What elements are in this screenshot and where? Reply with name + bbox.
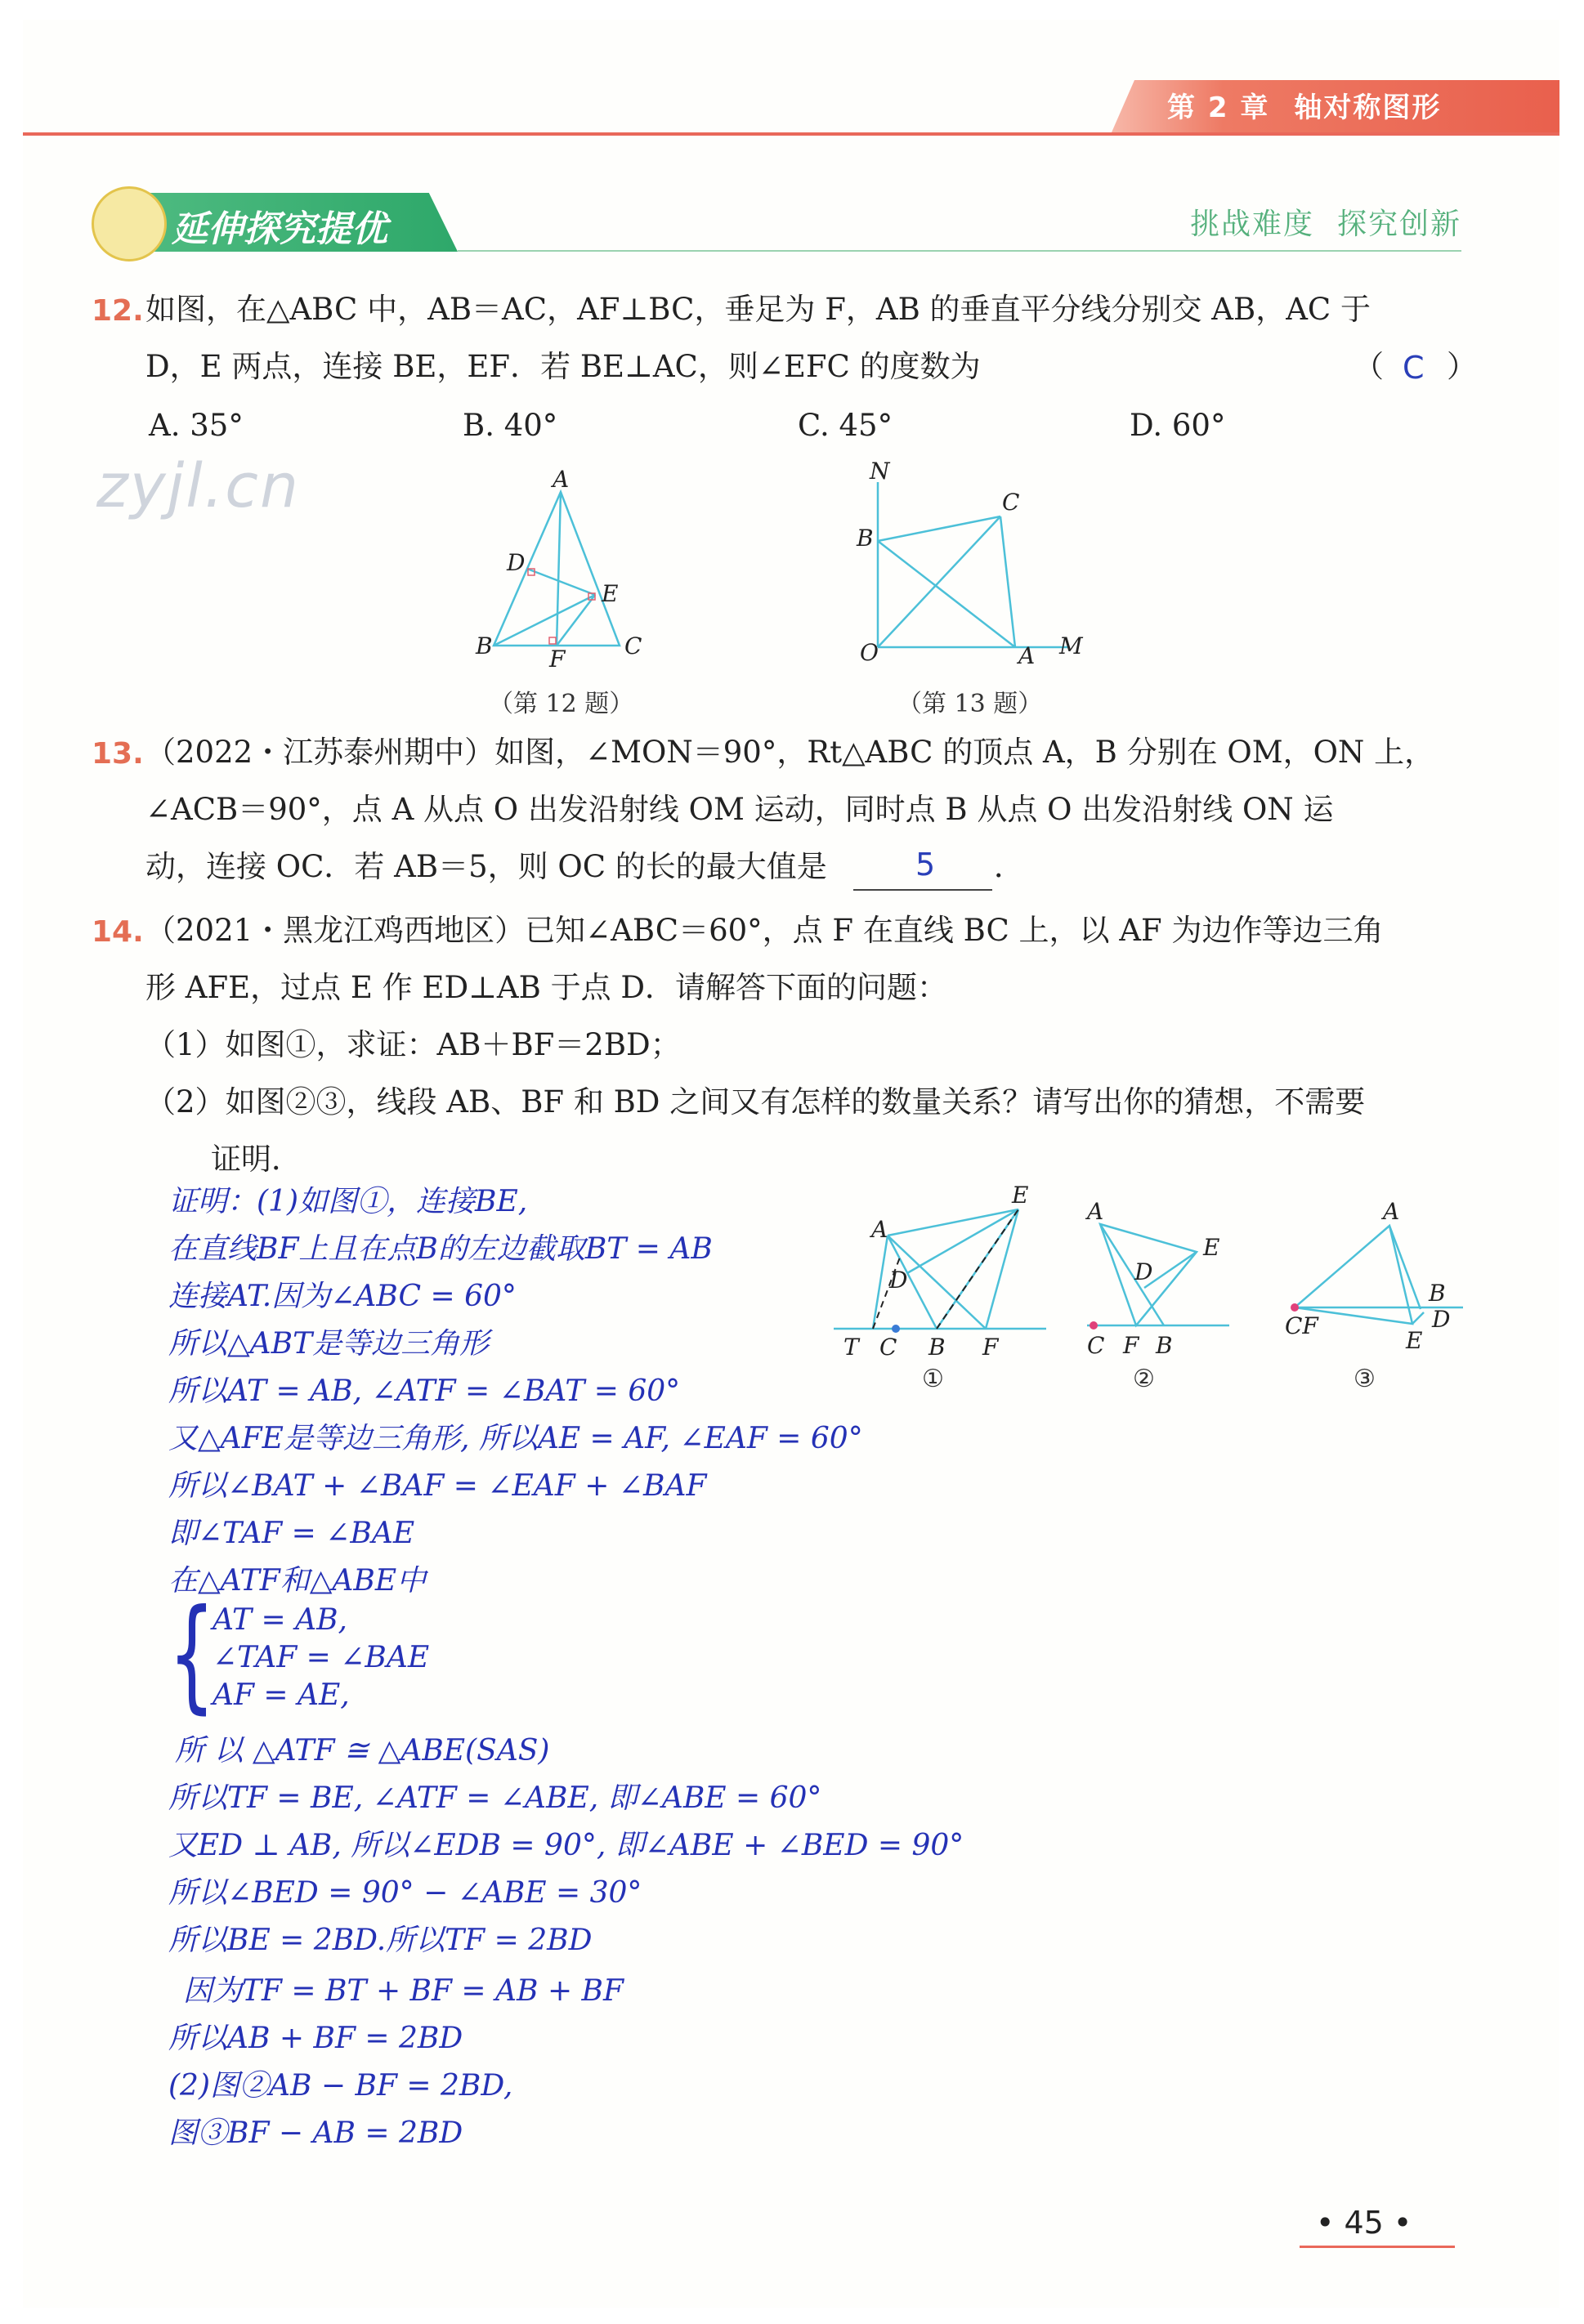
q12-label-f: F [549,646,566,670]
q13-answer-blank [853,889,992,891]
q12-line1: 如图，在△ABC 中，AB＝AC，AF⊥BC，垂足为 F，AB 的垂直平分线分别交 AB，AC 于 [145,292,1371,327]
header-rule [23,132,1559,136]
q14-fig2-caption: ② [1133,1365,1155,1393]
q14-part2a: （2）如图②③，线段 AB、BF 和 BD 之间又有怎样的数量关系？请写出你的猜想，不需要 [145,1084,1366,1120]
fig3-label-e: E [1406,1327,1423,1354]
solution-line-4: 所以△ABT是等边三角形 [168,1327,490,1361]
solution-line-20: (2)图②AB − BF = 2BD, [168,2069,513,2103]
fig1-label-f: F [982,1334,999,1361]
section-title: 延伸探究提优 [172,208,387,250]
fig1-label-c: C [879,1334,897,1361]
q14-fig3-caption: ③ [1354,1365,1376,1393]
section-subtitle [1167,201,1461,243]
solution-line-8: 即∠TAF = ∠BAE [168,1517,415,1550]
q12-label-e: E [602,580,619,607]
q13-line3: 动，连接 OC．若 AB＝5，则 OC 的长的最大值是 [145,849,827,884]
trophy-icon [92,186,167,261]
solution-line-15: 又ED ⊥ AB, 所以∠EDB = 90°, 即∠ABE + ∠BED = 90° [168,1829,964,1862]
solution-line-2: 在直线BF上且在点B的左边截取BT = AB [168,1232,713,1266]
q13-label-b: B [857,525,874,552]
q14-line2: 形 AFE，过点 E 作 ED⊥AB 于点 D．请解答下面的问题： [145,970,948,1005]
solution-line-9: 在△ATF和△ABE中 [168,1564,427,1598]
q13-answer: 5 [915,847,936,883]
solution-line-7: 所以∠BAT + ∠BAF = ∠EAF + ∠BAF [168,1469,707,1503]
q14-line1: （2021・黑龙江鸡西地区）已知∠ABC＝60°，点 F 在直线 BC 上，以 AF 为边作等边三角 [145,913,1384,948]
q14-fig1-caption: ① [922,1365,944,1393]
q12-label-c: C [624,632,642,659]
q12-figure [458,458,670,670]
section-rule [458,250,1461,252]
q12-number: 12. [92,294,144,328]
solution-line-19: 所以AB + BF = 2BD [168,2022,463,2055]
fig2-label-a: A [1087,1198,1104,1225]
fig3-label-cf: CF [1285,1312,1318,1339]
chapter-title: 轴对称图形 [1294,92,1442,124]
q12-label-d: D [507,549,526,576]
q12-bracket-close: ） [1447,349,1477,384]
q13-line2: ∠ACB＝90°，点 A 从点 O 出发沿射线 OM 运动，同时点 B 从点 O 出发沿射线 ON 运 [145,792,1334,827]
q12-label-a: A [553,466,570,493]
fig2-label-b: B [1156,1332,1173,1359]
chapter-header [1167,85,1465,125]
q13-line1: （2022・江苏泰州期中）如图，∠MON＝90°，Rt△ABC 的顶点 A，B 分别在 OM，ON 上， [145,735,1435,770]
solution-line-13: 所 以 △ATF ≅ △ABE(SAS) [175,1734,550,1768]
q13-label-a: A [1018,642,1036,669]
q12-answer: C [1403,350,1425,386]
fig2-label-d: D [1134,1258,1153,1285]
solution-line-3: 连接AT.因为∠ABC = 60° [168,1280,517,1313]
solution-line-17: 所以BE = 2BD.所以TF = 2BD [168,1924,593,1957]
fig1-label-e: E [1012,1182,1029,1209]
page-number: • 45 • [1316,2205,1412,2241]
q12-option-b: B. 40° [463,408,558,443]
q14-part1: （1）如图①，求证：AB＋BF＝2BD； [145,1027,681,1062]
q12-line2: D，E 两点，连接 BE，EF．若 BE⊥AC，则∠EFC 的度数为 [145,349,981,384]
q12-label-b: B [476,632,493,659]
q12-option-c: C. 45° [798,408,893,443]
fig1-label-d: D [889,1267,908,1294]
q13-number: 13. [92,737,144,771]
q13-label-c: C [1002,489,1020,516]
chapter-number: 第 2 章 [1167,92,1270,124]
fig3-label-d: D [1432,1306,1451,1333]
solution-line-10: AT = AB, [213,1603,347,1637]
q14-figure-3 [1275,1193,1471,1365]
watermark: zyjl.cn [96,451,300,521]
section-sub2: 探究创新 [1336,208,1461,241]
solution-line-14: 所以TF = BE, ∠ATF = ∠ABE, 即∠ABE = 60° [168,1781,822,1815]
solution-line-18: 因为TF = BT + BF = AB + BF [183,1974,624,2008]
q13-label-m: M [1059,632,1083,659]
fig1-label-a: A [871,1216,888,1243]
solution-line-5: 所以AT = AB, ∠ATF = ∠BAT = 60° [168,1374,681,1408]
q13-end: ． [994,849,1024,884]
q14-number: 14. [92,915,144,949]
q13-label-n: N [870,458,890,485]
q12-bracket-open: （ [1354,349,1384,384]
solution-line-6: 又△AFE是等边三角形, 所以AE = AF, ∠EAF = 60° [168,1422,863,1455]
fig1-label-t: T [843,1334,859,1361]
q14-figure-2 [1071,1193,1234,1365]
solution-line-11: ∠TAF = ∠BAE [213,1641,430,1674]
fig2-label-c: C [1087,1332,1105,1359]
fig1-label-b: B [928,1334,946,1361]
fig3-label-b: B [1429,1280,1446,1307]
q14-part2b: 证明． [211,1142,302,1177]
q12-option-a: A. 35° [149,408,244,443]
solution-line-21: 图③BF − AB = 2BD [168,2116,463,2150]
solution-brace: { [168,1584,216,1726]
solution-line-16: 所以∠BED = 90° − ∠ABE = 30° [168,1876,642,1910]
section-sub1: 挑战难度 [1189,208,1314,241]
fig2-label-e: E [1203,1234,1220,1261]
solution-line-12: AF = AE, [213,1678,350,1712]
q14-figure-1 [826,1177,1063,1381]
solution-line-1: 证明：(1)如图①，连接BE, [168,1185,528,1218]
q13-caption: （第 13 题） [897,690,1043,718]
q13-label-o: O [860,639,879,666]
q12-caption: （第 12 题） [489,690,634,718]
q12-option-d: D. 60° [1130,408,1226,443]
q13-figure [842,458,1103,670]
fig2-label-f: F [1123,1332,1139,1359]
fig3-label-a: A [1383,1198,1400,1225]
page-number-rule [1300,2246,1455,2248]
